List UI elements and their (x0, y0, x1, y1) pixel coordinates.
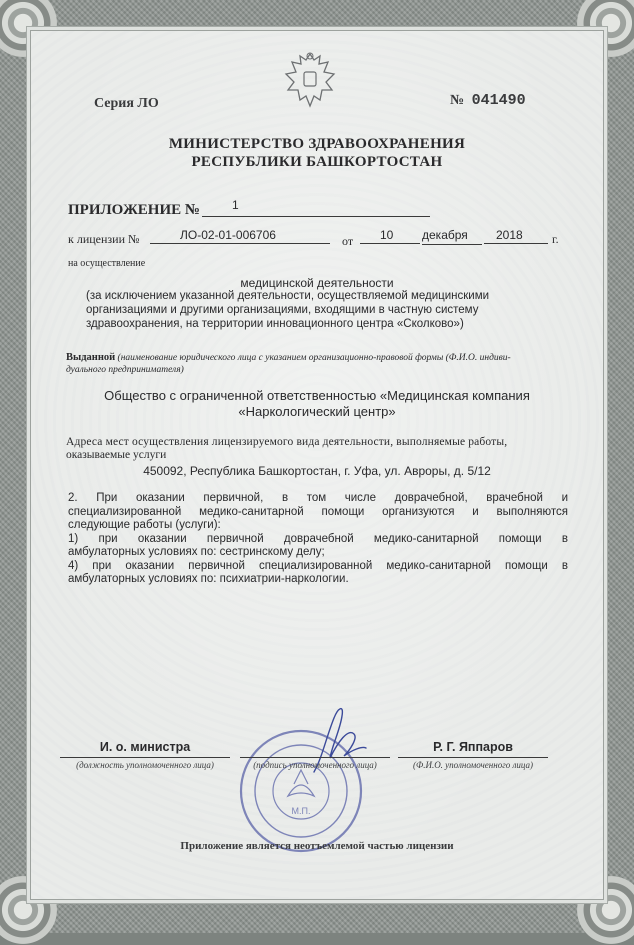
services-block (68, 492, 568, 587)
number-sign: № (450, 93, 465, 108)
signatory-name: Р. Г. Яппаров (433, 740, 513, 754)
license-year-suffix: г. (552, 232, 559, 246)
position-line (60, 756, 230, 758)
ministry-line-1: МИНИСТЕРСТВО ЗДРАВООХРАНЕНИЯ (168, 136, 466, 152)
activity-line-3: здравоохранения, на территории инновационного центра «Сколково») (86, 318, 464, 330)
organization-line-1: Общество с ограниченной ответственностью «Медицинская компания (104, 388, 530, 403)
issued-hint-line-2: дуального предпринимателя) (66, 365, 184, 375)
appendix-label: ПРИЛОЖЕНИЕ № (68, 202, 200, 218)
services-line-7: амбулаторных условиях по: психиатрии-наркологии. (68, 573, 349, 585)
license-month: декабря (422, 228, 482, 245)
activity-line-2: организациями и другими организациями, входящими в частную систему (86, 304, 479, 316)
issued-hint (66, 352, 576, 376)
appendix-number: 1 (232, 198, 239, 212)
addresses-label-line-2: оказываемые услуги (66, 449, 167, 461)
license-number: ЛО-02-01-006706 (150, 228, 330, 244)
services-line-5: амбулаторных условиях по: сестринскому делу; (68, 546, 325, 558)
position-caption: (должность уполномоченного лица) (76, 760, 214, 770)
series-label: Серия ЛО (94, 96, 159, 111)
services-line-3: следующие работы (услуги): (68, 519, 221, 531)
activity-label: на осуществление (68, 258, 146, 269)
services-line-4: 1) при оказании первичной доврачебной медико-санитарной помощи в (68, 532, 568, 545)
license-year: 2018 (484, 228, 548, 244)
issued-hint-line-1: (наименование юридического лица с указанием организационно-правовой формы (Ф.И.О. индиви- (117, 353, 511, 363)
signatory-position: И. о. министра (99, 740, 191, 754)
signature-line (240, 756, 390, 758)
services-line-1: 2. При оказании первичной, в том числе доврачебной, врачебной и (68, 492, 568, 504)
activity-line-1: (за исключением указанной деятельности, осуществляемой медицинскими (86, 290, 490, 302)
license-day: 10 (360, 228, 420, 244)
services-line-2: специализированной медико-санитарной помощи организуются и выполняются (68, 505, 568, 518)
license-prefix: к лицензии № (68, 232, 140, 246)
address-value: 450092, Республика Башкортостан, г. Уфа, ул. Авроры, д. 5/12 (143, 464, 491, 478)
addresses-label-line-1: Адреса мест осуществления лицензируемого вида деятельности, выполняемые работы, (66, 436, 508, 448)
signature-caption: (подпись уполномоченного лица) (253, 760, 377, 770)
footer-note: Приложение является неотъемлемой частью лицензии (180, 840, 454, 852)
document-page (26, 26, 608, 904)
form-number-value: 041490 (471, 92, 526, 109)
organization-line-2: «Наркологический центр» (238, 404, 396, 419)
activity-title: медицинской деятельности (240, 276, 394, 290)
stamp-mark: М.П. (291, 806, 311, 816)
ministry-line-2: РЕСПУБЛИКИ БАШКОРТОСТАН (191, 154, 443, 170)
license-from-label: от (342, 234, 354, 248)
name-line (398, 756, 548, 758)
coat-of-arms-emblem (282, 50, 338, 112)
issued-label: Выданной (66, 352, 116, 363)
name-caption: (Ф.И.О. уполномоченного лица) (412, 760, 534, 770)
form-number (450, 92, 526, 109)
services-line-6: 4) при оказании первичной специализированной медико-санитарной помощи в (68, 559, 568, 572)
